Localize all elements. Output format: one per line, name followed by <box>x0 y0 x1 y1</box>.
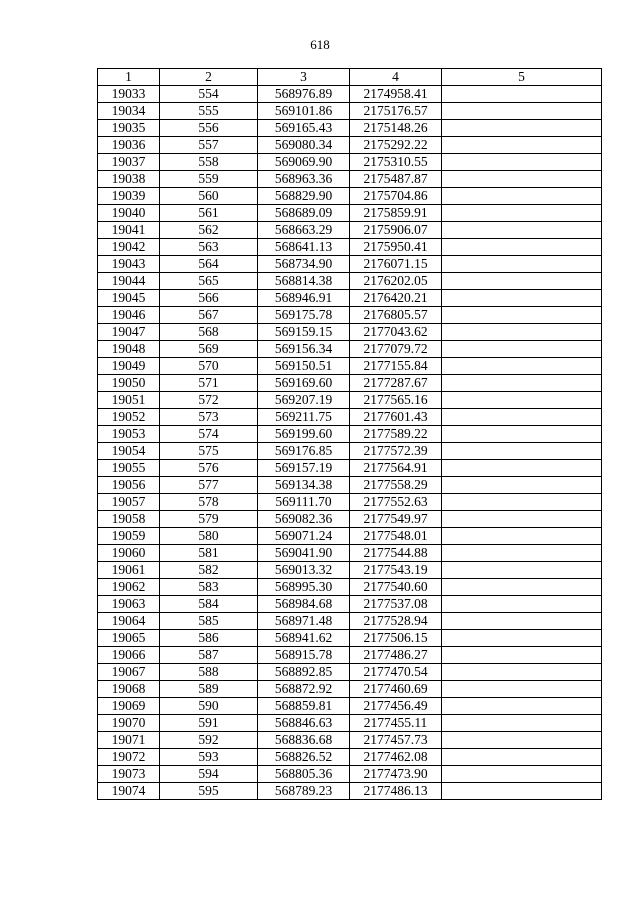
row-id-cell: 19071 <box>98 732 160 749</box>
y-coordinate-cell: 2177460.69 <box>350 681 442 698</box>
notes-cell <box>442 188 602 205</box>
x-coordinate-cell: 569211.75 <box>258 409 350 426</box>
row-id-cell: 19063 <box>98 596 160 613</box>
table-row <box>98 460 602 477</box>
point-number-cell: 554 <box>160 86 258 103</box>
x-coordinate-cell: 569165.43 <box>258 120 350 137</box>
row-id-cell: 19065 <box>98 630 160 647</box>
point-number-cell: 586 <box>160 630 258 647</box>
point-number-cell: 588 <box>160 664 258 681</box>
point-number-cell: 563 <box>160 239 258 256</box>
x-coordinate-cell: 568836.68 <box>258 732 350 749</box>
table-row <box>98 443 602 460</box>
y-coordinate-cell: 2175906.07 <box>350 222 442 239</box>
table-row <box>98 579 602 596</box>
point-number-cell: 575 <box>160 443 258 460</box>
point-number-cell: 583 <box>160 579 258 596</box>
notes-cell <box>442 562 602 579</box>
notes-cell <box>442 171 602 188</box>
x-coordinate-cell: 569111.70 <box>258 494 350 511</box>
point-number-cell: 576 <box>160 460 258 477</box>
point-number-cell: 562 <box>160 222 258 239</box>
row-id-cell: 19060 <box>98 545 160 562</box>
table-row <box>98 324 602 341</box>
row-id-cell: 19046 <box>98 307 160 324</box>
notes-cell <box>442 596 602 613</box>
point-number-cell: 581 <box>160 545 258 562</box>
y-coordinate-cell: 2177558.29 <box>350 477 442 494</box>
x-coordinate-cell: 568829.90 <box>258 188 350 205</box>
notes-cell <box>442 205 602 222</box>
row-id-cell: 19044 <box>98 273 160 290</box>
y-coordinate-cell: 2175950.41 <box>350 239 442 256</box>
x-coordinate-cell: 568805.36 <box>258 766 350 783</box>
y-coordinate-cell: 2175176.57 <box>350 103 442 120</box>
table-row <box>98 239 602 256</box>
x-coordinate-cell: 568689.09 <box>258 205 350 222</box>
x-coordinate-cell: 568976.89 <box>258 86 350 103</box>
row-id-cell: 19053 <box>98 426 160 443</box>
point-number-cell: 555 <box>160 103 258 120</box>
x-coordinate-cell: 568941.62 <box>258 630 350 647</box>
notes-cell <box>442 307 602 324</box>
y-coordinate-cell: 2177572.39 <box>350 443 442 460</box>
table-row <box>98 613 602 630</box>
table-row <box>98 256 602 273</box>
notes-cell <box>442 698 602 715</box>
row-id-cell: 19062 <box>98 579 160 596</box>
x-coordinate-cell: 569080.34 <box>258 137 350 154</box>
y-coordinate-cell: 2176202.05 <box>350 273 442 290</box>
point-number-cell: 559 <box>160 171 258 188</box>
table-row <box>98 766 602 783</box>
row-id-cell: 19050 <box>98 375 160 392</box>
row-id-cell: 19052 <box>98 409 160 426</box>
point-number-cell: 557 <box>160 137 258 154</box>
point-number-cell: 585 <box>160 613 258 630</box>
row-id-cell: 19047 <box>98 324 160 341</box>
notes-cell <box>442 766 602 783</box>
notes-cell <box>442 426 602 443</box>
table-row <box>98 375 602 392</box>
row-id-cell: 19058 <box>98 511 160 528</box>
row-id-cell: 19068 <box>98 681 160 698</box>
x-coordinate-cell: 568946.91 <box>258 290 350 307</box>
notes-cell <box>442 647 602 664</box>
notes-cell <box>442 341 602 358</box>
x-coordinate-cell: 568892.85 <box>258 664 350 681</box>
table-row <box>98 426 602 443</box>
table-header <box>98 69 602 86</box>
column-header-5: 5 <box>442 69 602 86</box>
x-coordinate-cell: 569169.60 <box>258 375 350 392</box>
notes-cell <box>442 630 602 647</box>
point-number-cell: 573 <box>160 409 258 426</box>
point-number-cell: 577 <box>160 477 258 494</box>
point-number-cell: 593 <box>160 749 258 766</box>
column-header-2: 2 <box>160 69 258 86</box>
y-coordinate-cell: 2174958.41 <box>350 86 442 103</box>
row-id-cell: 19061 <box>98 562 160 579</box>
table-row <box>98 392 602 409</box>
page-number: 618 <box>310 37 330 52</box>
y-coordinate-cell: 2175859.91 <box>350 205 442 222</box>
x-coordinate-cell: 568846.63 <box>258 715 350 732</box>
y-coordinate-cell: 2177473.90 <box>350 766 442 783</box>
table-row <box>98 273 602 290</box>
x-coordinate-cell: 569156.34 <box>258 341 350 358</box>
row-id-cell: 19039 <box>98 188 160 205</box>
point-number-cell: 572 <box>160 392 258 409</box>
y-coordinate-cell: 2177155.84 <box>350 358 442 375</box>
column-header-4: 4 <box>350 69 442 86</box>
point-number-cell: 560 <box>160 188 258 205</box>
point-number-cell: 579 <box>160 511 258 528</box>
notes-cell <box>442 664 602 681</box>
x-coordinate-cell: 568814.38 <box>258 273 350 290</box>
point-number-cell: 566 <box>160 290 258 307</box>
table-row <box>98 596 602 613</box>
notes-cell <box>442 86 602 103</box>
y-coordinate-cell: 2177549.97 <box>350 511 442 528</box>
table-row <box>98 681 602 698</box>
row-id-cell: 19072 <box>98 749 160 766</box>
row-id-cell: 19040 <box>98 205 160 222</box>
table-row <box>98 698 602 715</box>
x-coordinate-cell: 568971.48 <box>258 613 350 630</box>
notes-cell <box>442 154 602 171</box>
x-coordinate-cell: 568915.78 <box>258 647 350 664</box>
row-id-cell: 19056 <box>98 477 160 494</box>
y-coordinate-cell: 2177287.67 <box>350 375 442 392</box>
notes-cell <box>442 324 602 341</box>
y-coordinate-cell: 2175148.26 <box>350 120 442 137</box>
table-body <box>98 86 602 800</box>
table-row <box>98 647 602 664</box>
notes-cell <box>442 579 602 596</box>
y-coordinate-cell: 2177552.63 <box>350 494 442 511</box>
x-coordinate-cell: 569176.85 <box>258 443 350 460</box>
row-id-cell: 19043 <box>98 256 160 273</box>
y-coordinate-cell: 2175310.55 <box>350 154 442 171</box>
notes-cell <box>442 409 602 426</box>
table-row <box>98 205 602 222</box>
y-coordinate-cell: 2177544.88 <box>350 545 442 562</box>
notes-cell <box>442 222 602 239</box>
coordinates-table <box>97 68 602 800</box>
row-id-cell: 19059 <box>98 528 160 545</box>
x-coordinate-cell: 568789.23 <box>258 783 350 800</box>
point-number-cell: 556 <box>160 120 258 137</box>
y-coordinate-cell: 2177564.91 <box>350 460 442 477</box>
y-coordinate-cell: 2175487.87 <box>350 171 442 188</box>
point-number-cell: 569 <box>160 341 258 358</box>
notes-cell <box>442 460 602 477</box>
y-coordinate-cell: 2177589.22 <box>350 426 442 443</box>
row-id-cell: 19055 <box>98 460 160 477</box>
row-id-cell: 19048 <box>98 341 160 358</box>
table-row <box>98 477 602 494</box>
x-coordinate-cell: 569101.86 <box>258 103 350 120</box>
notes-cell <box>442 681 602 698</box>
x-coordinate-cell: 569207.19 <box>258 392 350 409</box>
x-coordinate-cell: 568641.13 <box>258 239 350 256</box>
table-row <box>98 664 602 681</box>
x-coordinate-cell: 569157.19 <box>258 460 350 477</box>
x-coordinate-cell: 568859.81 <box>258 698 350 715</box>
point-number-cell: 568 <box>160 324 258 341</box>
y-coordinate-cell: 2177456.49 <box>350 698 442 715</box>
y-coordinate-cell: 2177486.27 <box>350 647 442 664</box>
y-coordinate-cell: 2177548.01 <box>350 528 442 545</box>
notes-cell <box>442 732 602 749</box>
table-row <box>98 171 602 188</box>
y-coordinate-cell: 2177043.62 <box>350 324 442 341</box>
row-id-cell: 19051 <box>98 392 160 409</box>
table-row <box>98 188 602 205</box>
y-coordinate-cell: 2177506.15 <box>350 630 442 647</box>
point-number-cell: 558 <box>160 154 258 171</box>
table-row <box>98 528 602 545</box>
point-number-cell: 571 <box>160 375 258 392</box>
table-row <box>98 86 602 103</box>
column-header-3: 3 <box>258 69 350 86</box>
table-row <box>98 511 602 528</box>
table-row <box>98 715 602 732</box>
x-coordinate-cell: 568872.92 <box>258 681 350 698</box>
row-id-cell: 19070 <box>98 715 160 732</box>
y-coordinate-cell: 2176805.57 <box>350 307 442 324</box>
x-coordinate-cell: 568984.68 <box>258 596 350 613</box>
point-number-cell: 592 <box>160 732 258 749</box>
table-row <box>98 290 602 307</box>
notes-cell <box>442 545 602 562</box>
notes-cell <box>442 715 602 732</box>
row-id-cell: 19036 <box>98 137 160 154</box>
y-coordinate-cell: 2177540.60 <box>350 579 442 596</box>
x-coordinate-cell: 569175.78 <box>258 307 350 324</box>
notes-cell <box>442 392 602 409</box>
x-coordinate-cell: 569013.32 <box>258 562 350 579</box>
point-number-cell: 584 <box>160 596 258 613</box>
header-row <box>98 69 602 86</box>
table-row <box>98 562 602 579</box>
y-coordinate-cell: 2177528.94 <box>350 613 442 630</box>
table-row <box>98 137 602 154</box>
table-row <box>98 307 602 324</box>
row-id-cell: 19074 <box>98 783 160 800</box>
table-row <box>98 545 602 562</box>
x-coordinate-cell: 569134.38 <box>258 477 350 494</box>
point-number-cell: 564 <box>160 256 258 273</box>
table-row <box>98 120 602 137</box>
table-row <box>98 630 602 647</box>
point-number-cell: 594 <box>160 766 258 783</box>
notes-cell <box>442 511 602 528</box>
table-row <box>98 103 602 120</box>
notes-cell <box>442 273 602 290</box>
point-number-cell: 578 <box>160 494 258 511</box>
table-row <box>98 494 602 511</box>
notes-cell <box>442 120 602 137</box>
y-coordinate-cell: 2175704.86 <box>350 188 442 205</box>
x-coordinate-cell: 569071.24 <box>258 528 350 545</box>
point-number-cell: 570 <box>160 358 258 375</box>
row-id-cell: 19038 <box>98 171 160 188</box>
row-id-cell: 19045 <box>98 290 160 307</box>
y-coordinate-cell: 2177565.16 <box>350 392 442 409</box>
notes-cell <box>442 239 602 256</box>
point-number-cell: 565 <box>160 273 258 290</box>
x-coordinate-cell: 569199.60 <box>258 426 350 443</box>
notes-cell <box>442 256 602 273</box>
y-coordinate-cell: 2175292.22 <box>350 137 442 154</box>
row-id-cell: 19054 <box>98 443 160 460</box>
notes-cell <box>442 375 602 392</box>
notes-cell <box>442 494 602 511</box>
notes-cell <box>442 749 602 766</box>
x-coordinate-cell: 568995.30 <box>258 579 350 596</box>
notes-cell <box>442 613 602 630</box>
y-coordinate-cell: 2177486.13 <box>350 783 442 800</box>
row-id-cell: 19057 <box>98 494 160 511</box>
point-number-cell: 574 <box>160 426 258 443</box>
y-coordinate-cell: 2177079.72 <box>350 341 442 358</box>
y-coordinate-cell: 2176071.15 <box>350 256 442 273</box>
y-coordinate-cell: 2177537.08 <box>350 596 442 613</box>
notes-cell <box>442 477 602 494</box>
table-row <box>98 409 602 426</box>
point-number-cell: 587 <box>160 647 258 664</box>
point-number-cell: 561 <box>160 205 258 222</box>
y-coordinate-cell: 2177543.19 <box>350 562 442 579</box>
x-coordinate-cell: 568663.29 <box>258 222 350 239</box>
table-row <box>98 358 602 375</box>
point-number-cell: 595 <box>160 783 258 800</box>
x-coordinate-cell: 569041.90 <box>258 545 350 562</box>
row-id-cell: 19064 <box>98 613 160 630</box>
table-row <box>98 732 602 749</box>
point-number-cell: 582 <box>160 562 258 579</box>
notes-cell <box>442 528 602 545</box>
table-row <box>98 154 602 171</box>
table-row <box>98 222 602 239</box>
row-id-cell: 19067 <box>98 664 160 681</box>
point-number-cell: 580 <box>160 528 258 545</box>
notes-cell <box>442 783 602 800</box>
row-id-cell: 19041 <box>98 222 160 239</box>
row-id-cell: 19034 <box>98 103 160 120</box>
x-coordinate-cell: 569069.90 <box>258 154 350 171</box>
x-coordinate-cell: 568826.52 <box>258 749 350 766</box>
y-coordinate-cell: 2177470.54 <box>350 664 442 681</box>
notes-cell <box>442 103 602 120</box>
row-id-cell: 19035 <box>98 120 160 137</box>
row-id-cell: 19049 <box>98 358 160 375</box>
row-id-cell: 19037 <box>98 154 160 171</box>
point-number-cell: 590 <box>160 698 258 715</box>
notes-cell <box>442 137 602 154</box>
row-id-cell: 19073 <box>98 766 160 783</box>
y-coordinate-cell: 2177455.11 <box>350 715 442 732</box>
x-coordinate-cell: 568734.90 <box>258 256 350 273</box>
notes-cell <box>442 358 602 375</box>
point-number-cell: 567 <box>160 307 258 324</box>
column-header-1: 1 <box>98 69 160 86</box>
row-id-cell: 19066 <box>98 647 160 664</box>
x-coordinate-cell: 569082.36 <box>258 511 350 528</box>
row-id-cell: 19042 <box>98 239 160 256</box>
table-row <box>98 341 602 358</box>
point-number-cell: 589 <box>160 681 258 698</box>
y-coordinate-cell: 2177601.43 <box>350 409 442 426</box>
point-number-cell: 591 <box>160 715 258 732</box>
x-coordinate-cell: 569150.51 <box>258 358 350 375</box>
table-row <box>98 749 602 766</box>
x-coordinate-cell: 568963.36 <box>258 171 350 188</box>
row-id-cell: 19069 <box>98 698 160 715</box>
table-row <box>98 783 602 800</box>
y-coordinate-cell: 2177462.08 <box>350 749 442 766</box>
notes-cell <box>442 290 602 307</box>
y-coordinate-cell: 2177457.73 <box>350 732 442 749</box>
notes-cell <box>442 443 602 460</box>
row-id-cell: 19033 <box>98 86 160 103</box>
x-coordinate-cell: 569159.15 <box>258 324 350 341</box>
y-coordinate-cell: 2176420.21 <box>350 290 442 307</box>
